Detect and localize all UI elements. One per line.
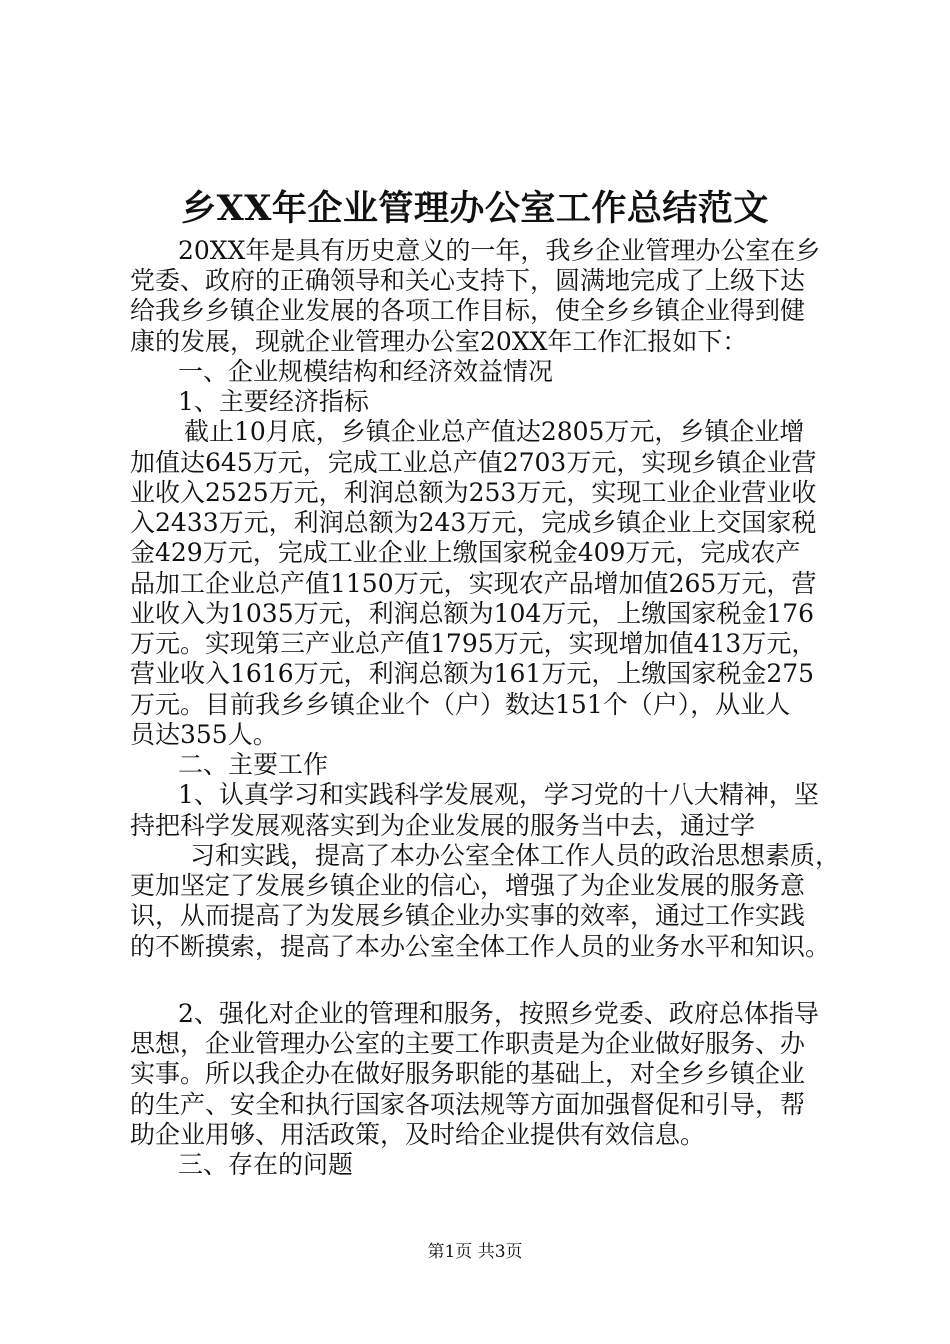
body-line: 识，从而提高了为发展乡镇企业办实事的效率，通过工作实践 xyxy=(130,901,806,930)
document-title: 乡XX年企业管理办公室工作总结范文 xyxy=(181,188,769,229)
body-line: 实事。所以我企办在做好服务职能的基础上，对全乡乡镇企业 xyxy=(130,1059,806,1088)
body-line: 业收入2525万元，利润总额为253万元，实现工业企业营业收 xyxy=(130,478,817,507)
body-line: 业收入为1035万元，利润总额为104万元，上缴国家税金176 xyxy=(130,599,815,628)
body-line: 品加工企业总产值1150万元，实现农产品增加值265万元，营 xyxy=(130,569,817,598)
section-heading: 一、企业规模结构和经济效益情况 xyxy=(178,357,554,386)
body-line: 党委、政府的正确领导和关心支持下，圆满地完成了上级下达 xyxy=(130,266,806,295)
body-line: 持把科学发展观落实到为企业发展的服务当中去，通过学 xyxy=(130,811,756,840)
body-line: 习和实践，提高了本办公室全体工作人员的政治思想素质， xyxy=(190,841,841,870)
body-line: 2、强化对企业的管理和服务，按照乡党委、政府总体指导 xyxy=(178,999,819,1028)
body-line: 给我乡乡镇企业发展的各项工作目标，使全乡乡镇企业得到健 xyxy=(130,296,806,325)
body-line: 截止10月底，乡镇企业总产值达2805万元，乡镇企业增 xyxy=(184,417,805,446)
body-line: 助企业用够、用活政策，及时给企业提供有效信息。 xyxy=(130,1120,706,1149)
body-line: 1、认真学习和实践科学发展观，学习党的十八大精神，坚 xyxy=(178,780,819,809)
body-line: 加值达645万元，完成工业总产值2703万元，实现乡镇企业营 xyxy=(130,448,817,477)
body-line: 员达355人。 xyxy=(130,720,278,749)
body-line: 更加坚定了发展乡镇企业的信心，增强了为企业发展的服务意 xyxy=(130,871,806,900)
body-line: 营业收入1616万元，利润总额为161万元，上缴国家税金275 xyxy=(130,659,815,688)
body-line: 万元。目前我乡乡镇企业个（户）数达151个（户），从业人 xyxy=(130,690,791,719)
body-line: 入2433万元，利润总额为243万元，完成乡镇企业上交国家税 xyxy=(130,508,817,537)
body-line: 康的发展，现就企业管理办公室20XX年工作汇报如下： xyxy=(130,327,748,356)
body-line: 的生产、安全和执行国家各项法规等方面加强督促和引导，帮 xyxy=(130,1090,806,1119)
section-heading: 三、存在的问题 xyxy=(178,1150,354,1179)
page-footer: 第1页 共3页 xyxy=(427,1242,523,1262)
section-heading: 二、主要工作 xyxy=(178,750,329,779)
body-line: 思想，企业管理办公室的主要工作职责是为企业做好服务、办 xyxy=(130,1029,806,1058)
body-line: 金429万元，完成工业企业上缴国家税金409万元，完成农产 xyxy=(130,538,801,567)
body-line: 的不断摸索，提高了本办公室全体工作人员的业务水平和知识。 xyxy=(130,932,831,961)
body-line: 20XX年是具有历史意义的一年，我乡企业管理办公室在乡 xyxy=(178,236,821,265)
subsection-heading: 1、主要经济指标 xyxy=(178,387,369,416)
body-line: 万元。实现第三产业总产值1795万元，实现增加值413万元， xyxy=(130,629,817,658)
